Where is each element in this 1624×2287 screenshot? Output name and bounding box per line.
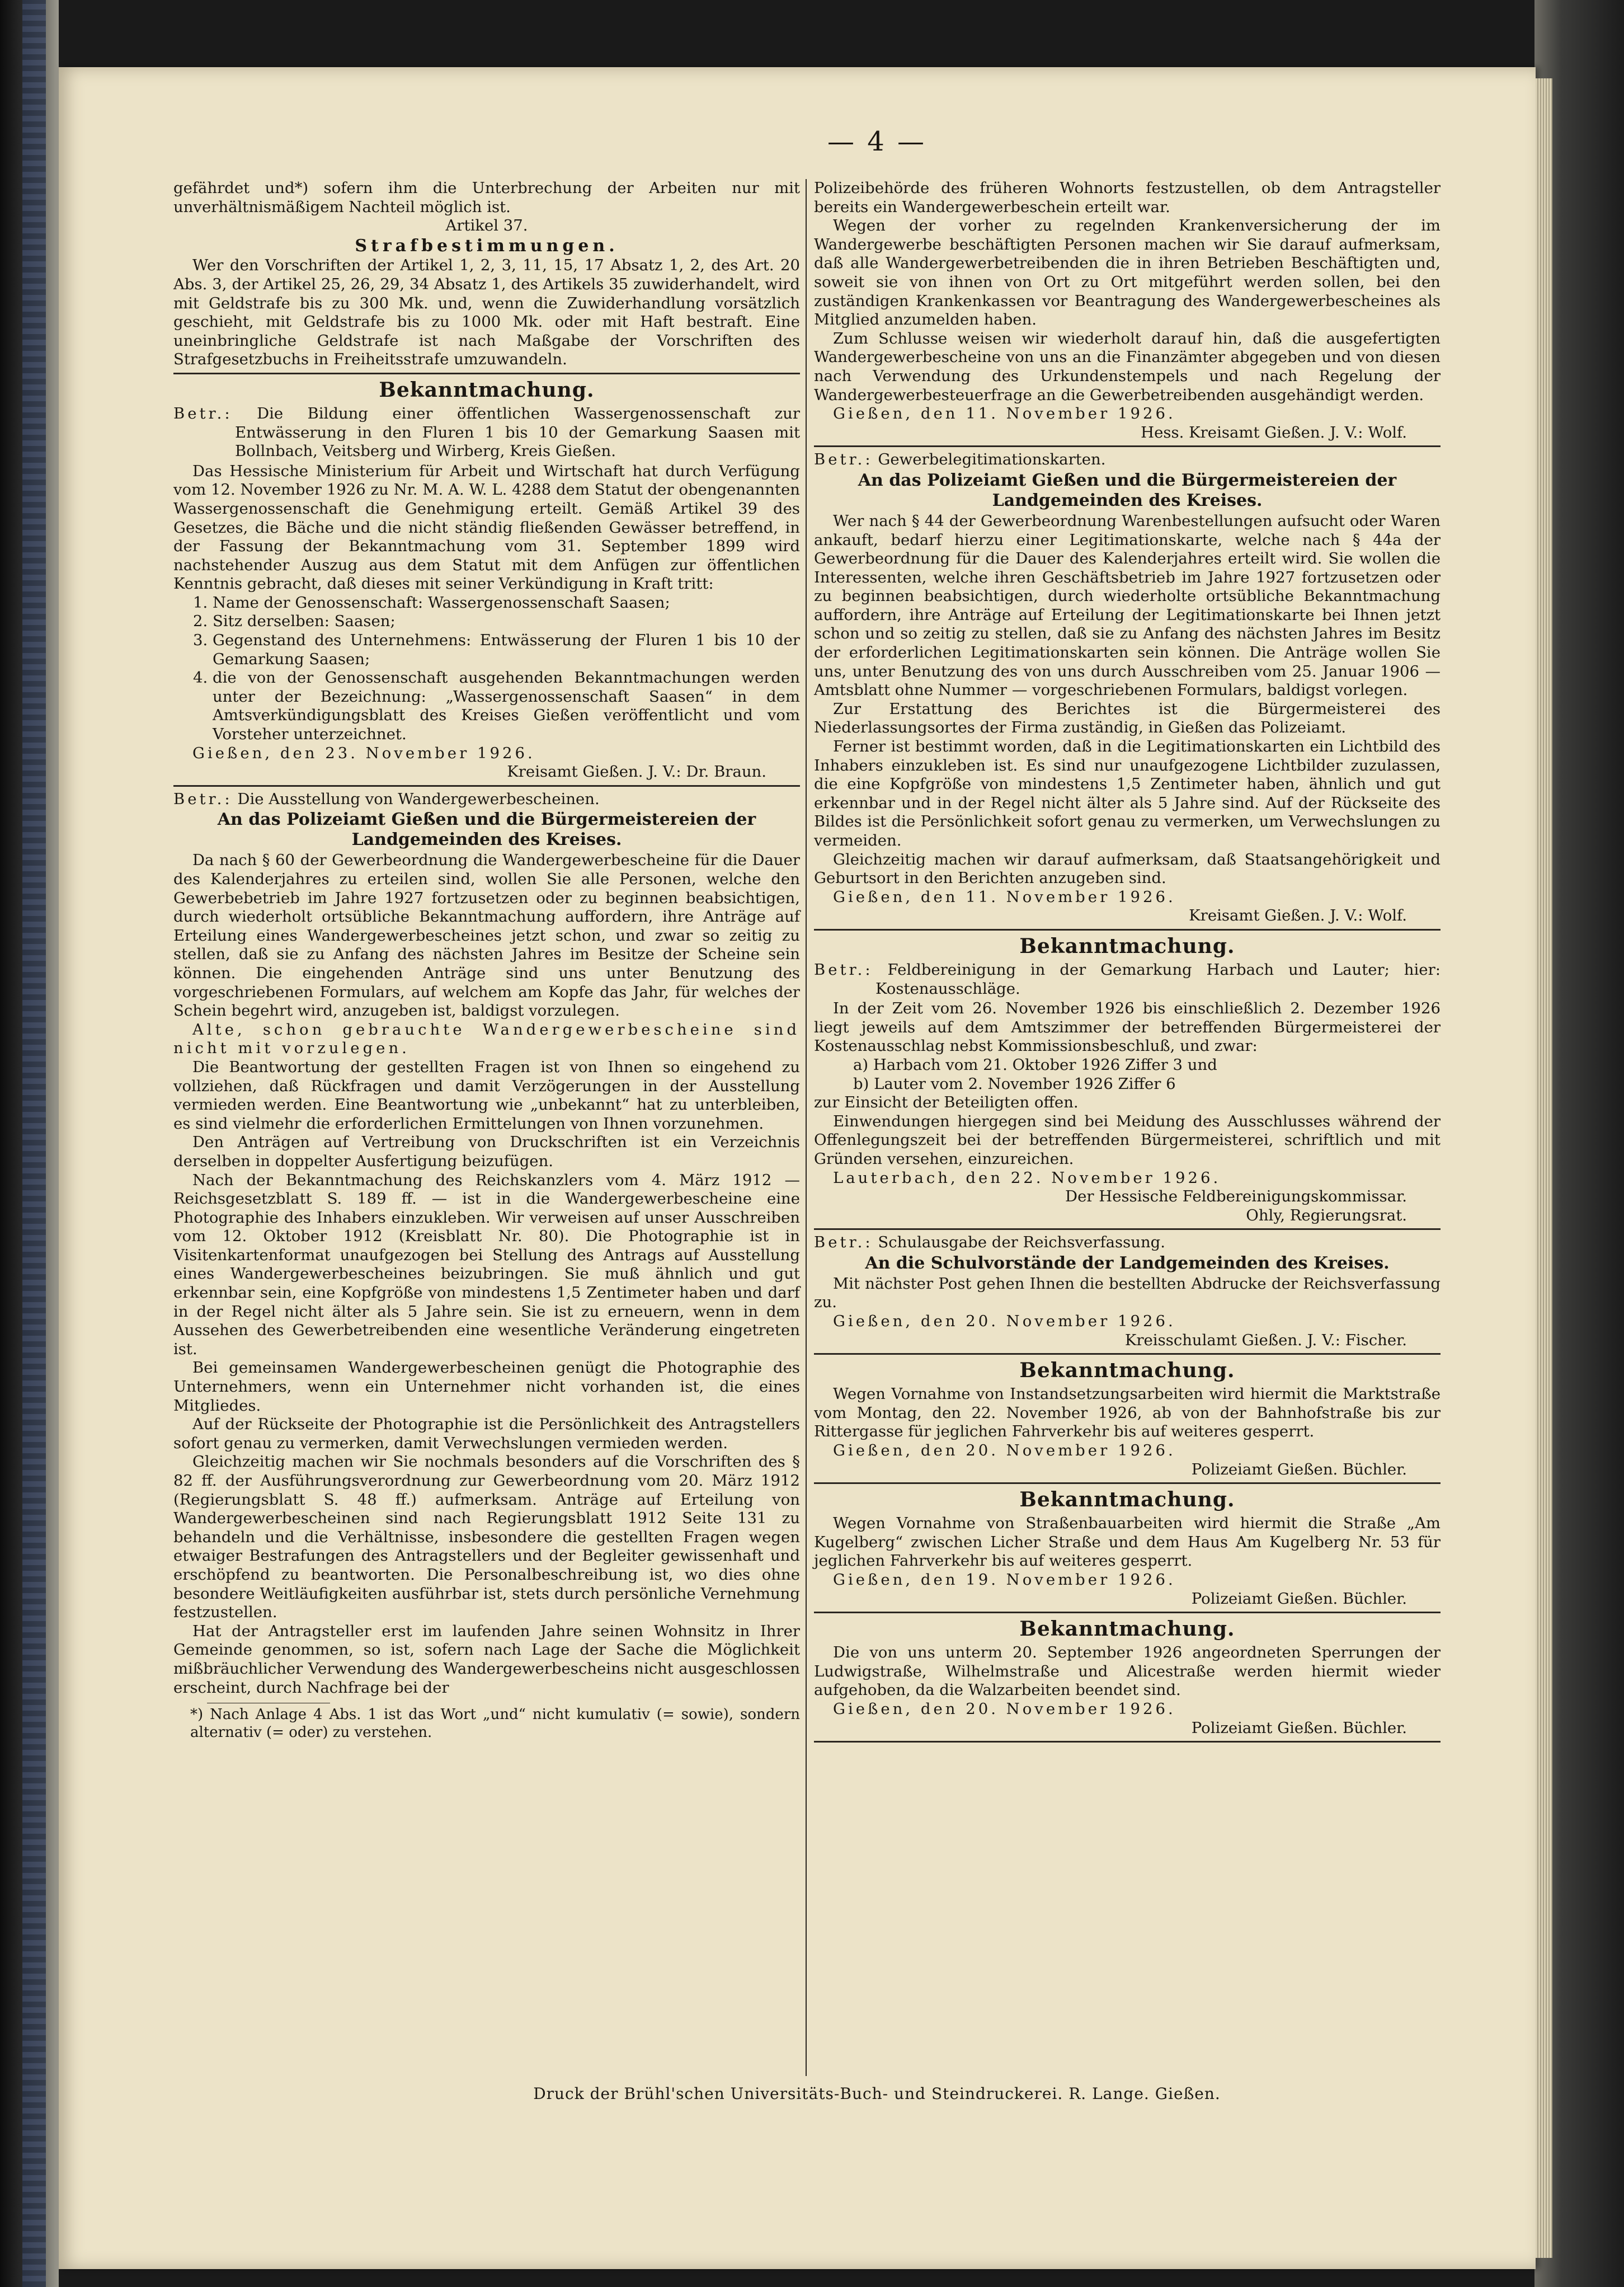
notice3-betr-label: Betr.: [814,450,873,469]
notice3-paragraph: Wer nach § 44 der Gewerbeordnung Warenbestellungen aufsucht oder Waren ankauft, bedarf hierzu einer Legitimationskarte, welche nach § 44a der Gewerbeordnung für die Dauer des Kalenderjahres erteilt wird. Sie wollen die Interessenten, welche ihren Geschäftsbetrieb im Jahre 1927 fortzusetzen oder zu beginnen beabsichtigen, durch wiederholte ortsübliche Bekanntmachung auffordern, ihre Anträge auf Erteilung der Legitimationskarte bei Ihnen jetzt schon und so zeitig zu stellen, daß sie zu Anfang des nächsten Jahres im Besitz der erforderlichen Legitimationskarten sein können. Die Anträge wollen Sie uns, unter Benutzung des von uns durch Ausschreiben vom 25. Januar 1906 — Amtsblatt ohne Nummer — vorgeschriebenen Formulars, baldigst vorlegen. [814,511,1441,699]
notice6-heading: Bekanntmachung. [1019,1359,1235,1383]
penalty-heading: Strafbestimmungen. [355,236,619,256]
notice2-paragraph: Die Beantwortung der gestellten Fragen ist von Ihnen so eingehend zu vollziehen, daß Rückfragen und damit Verzögerungen in der Ausstellung vermieden werden. Eine Beantwortung wie „unbekannt“ hat zu unterbleiben, es sind vielmehr die erforderlichen Ermittelungen von Ihnen vorzunehmen. [173,1058,800,1133]
intro-text: gefährdet und*) sofern ihm die Unterbrechung der Arbeiten nur mit unverhältnismäßigem Nachteil möglich ist. [173,179,800,216]
section-rule [173,785,800,787]
notice4-item-b: b) Lauter vom 2. November 1926 Ziffer 6 [853,1074,1176,1093]
notice7-signature: Polizeiamt Gießen. Büchler. [1191,1589,1407,1608]
notice7-paragraph: Wegen Vornahme von Straßenbauarbeiten wird hiermit die Straße „Am Kugelberg“ zwischen Licher Straße und dem Haus Am Kugelberg Nr. 53 für jeglichen Fahrverkehr bis auf weiteres gesperrt. [814,1514,1441,1570]
notice8-paragraph: Die von uns unterm 20. September 1926 angeordneten Sperrungen der Ludwigstraße, Wilhelmstraße und Alicestraße werden hiermit wieder aufgehoben, da die Walzarbeiten beendet sind. [814,1643,1441,1699]
page-number: — 4 — [827,126,927,157]
notice4-signature-office: Der Hessische Feldbereinigungskommissar. [1065,1187,1407,1206]
section-rule [814,1228,1441,1230]
section-rule [173,373,800,374]
notice5-signature: Kreisschulamt Gießen. J. V.: Fischer. [1124,1331,1407,1349]
notice2-paragraph: Den Anträgen auf Vertreibung von Druckschriften ist ein Verzeichnis derselben in doppelter Ausfertigung beizufügen. [173,1133,800,1170]
notice3-date: Gießen, den 11. November 1926. [833,887,1176,906]
notice5-betr-label: Betr.: [814,1233,873,1252]
notice2-paragraph: Auf der Rückseite der Photographie ist die Persönlichkeit des Antragstellers sofort genau zu vermerken, damit Verwechslungen vermieden werden. [173,1415,800,1452]
notice4-date: Lauterbach, den 22. November 1926. [833,1168,1221,1187]
list-item: 4. die von der Genossenschaft ausgehenden Bekanntmachungen werden unter der Bezeichnung: „Wassergenossenschaft Saasen“ in dem Amtsverkündigungsblatt des Kreises Gießen veröffentlicht und vom Vorsteher unterzeichnet. [213,669,800,744]
continued-text: Polizeibehörde des früheren Wohnorts festzustellen, ob dem Antragsteller bereits ein Wandergewerbeschein erteilt war. [814,179,1441,216]
notice1-betr-text: Die Bildung einer öffentlichen Wassergenossenschaft zur Entwässerung in den Fluren 1 bis 10 der Gemarkung Saasen mit Bollnbach, Veitsberg und Wirberg, Kreis Gießen. [235,404,800,461]
notice2-heading: An das Polizeiamt Gießen und die Bürgermeistereien der Landgemeinden des Kreises. [217,810,756,850]
notice3-paragraph: Ferner ist bestimmt worden, daß in die Legitimationskarten ein Lichtbild des Inhabers einzukleben ist. Es sind nur unaufgezogene Lichtbilder zuzulassen, die eine Kopfgröße von mindestens 1,5 Zentimeter haben, ähnlich und gut erkennbar und in der Regel nicht älter als 5 Jahre sind. Auf der Rückseite des Bildes ist die Persönlichkeit sofort genau zu vermerken, um Verwechslungen zu vermeiden. [814,738,1441,849]
notice2-paragraph: Gleichzeitig machen wir Sie nochmals besonders auf die Vorschriften des § 82 ff. der Ausführungsverordnung zur Gewerbeordnung vom 20. März 1912 (Regierungsblatt S. 48 ff.) aufmerksam. Anträge auf Erteilung von Wandergewerbescheinen sind nach Regierungsblatt 1912 Seite 131 zu behandeln und die Verhältnisse, insbesondere die gestellten Fragen wegen etwaiger Bestrafungen des Antragstellers und der Begleiter gewissenhaft und erschöpfend zu beantworten. Die Personalbeschreibung ist, wo dies ohne besondere Weitläufigkeiten ausführbar ist, stets durch persönliche Vernehmung festzustellen. [173,1453,800,1622]
notice2-paragraph: Nach der Bekanntmachung des Reichskanzlers vom 4. März 1912 — Reichsgesetzblatt S. 189 ff. — ist in die Wandergewerbescheine eine Photographie des Inhabers einzukleben. Wir verweisen auf unser Ausschreiben vom 12. Oktober 1912 (Kreisblatt Nr. 80). Die Photographie ist in Visitenkartenformat unaufgezogen bei Stellung des Antrags auf Ausstellung eines Wandergewerbescheines beizubringen. Sie muß ähnlich und gut erkennbar sein, eine Kopfgröße von mindestens 1,5 Zentimeter haben und darf in der Regel nicht älter als 5 Jahre sein. Sie ist zu erneuern, wenn in dem Aussehen des Gewerbetreibenden eine wesentliche Veränderung eingetreten ist. [173,1171,800,1358]
notice1-signature: Kreisamt Gießen. J. V.: Dr. Braun. [507,763,766,781]
notice1-heading: Bekanntmachung. [379,378,595,402]
notice4-betr-text: Feldbereinigung in der Gemarkung Harbach und Lauter; hier: Kostenausschläge. [875,960,1441,998]
notice8-signature: Polizeiamt Gießen. Büchler. [1191,1718,1407,1737]
notice1-subject [173,405,800,461]
continued-text: Wegen der vorher zu regelnden Krankenversicherung der im Wandergewerbe beschäftigten Personen machen wir Sie darauf aufmerksam, daß alle Wandergewerbetreibenden die in ihren Betrieben Beschäftigten und, soweit sie von ihnen von Ort zu Ort mitgeführt werden sollen, bei den zuständigen Krankenkassen vor Beantragung des Wandergewerbescheines als Mitglied anzumelden haben. [814,217,1441,329]
notice4-paragraph: Einwendungen hiergegen sind bei Meidung des Ausschlusses während der Offenlegungszeit bei der betreffenden Bürgermeisterei, schriftlich und mit Gründen versehen, einzureichen. [814,1112,1441,1168]
notice3-paragraph: Gleichzeitig machen wir darauf aufmerksam, daß Staatsangehörigkeit und Geburtsort in den Berichten anzugeben sind. [814,850,1441,887]
notice7-date: Gießen, den 19. November 1926. [833,1571,1176,1589]
section-rule [814,1741,1441,1743]
notice4-subject [814,961,1441,998]
notice6-date: Gießen, den 20. November 1926. [833,1441,1176,1460]
notice2-betr-text: Die Ausstellung von Wandergewerbescheinen. [237,790,600,808]
notice3-heading: An das Polizeiamt Gießen und die Bürgermeistereien der Landgemeinden des Kreises. [858,470,1397,510]
column-divider [806,179,807,2076]
notice8-heading: Bekanntmachung. [1019,1617,1235,1641]
notice3-betr-text: Gewerbelegitimationskarten. [878,450,1106,469]
printer-imprint: Druck der Brühl'schen Universitäts-Buch- und Steindruckerei. R. Lange. Gießen. [533,2084,1221,2103]
notice4-paragraph: zur Einsicht der Beteiligten offen. [814,1093,1079,1112]
list-item: 3. Gegenstand des Unternehmens: Entwässerung der Fluren 1 bis 10 der Gemarkung Saasen; [213,631,800,669]
continued-text: Zum Schlusse weisen wir wiederholt darauf hin, daß die ausgefertigten Wandergewerbescheine von uns an die Finanzämter abgegeben und von diesen nach Verwendung des Urkundenstempels und nach Regelung der Wandergewerbesteuerfrage an die Gewerbetreibenden ausgehändigt werden. [814,329,1441,404]
list-item: 1. Name der Genossenschaft: Wassergenossenschaft Saasen; [213,594,800,613]
section-rule [814,1482,1441,1484]
section-rule [814,445,1441,447]
notice2-betr-label: Betr.: [173,790,233,808]
section-rule [814,1612,1441,1613]
section-rule [814,1353,1441,1355]
notice2-paragraph: Alte, schon gebrauchte Wandergewerbescheine sind nicht mit vorzulegen. [173,1020,800,1058]
left-column [173,179,800,1741]
notice6-paragraph: Wegen Vornahme von Instandsetzungsarbeiten wird hiermit die Marktstraße vom Montag, den 22. November 1926, ab von der Bahnhofstraße bis zur Rittergasse für jeglichen Fahrverkehr bis auf weiteres gesperrt. [814,1385,1441,1441]
continued-date: Gießen, den 11. November 1926. [833,405,1176,423]
spine-cloth [22,0,46,2287]
notice1-body: Das Hessische Ministerium für Arbeit und Wirtschaft hat durch Verfügung vom 12. November 1926 zu Nr. M. A. W. L. 4288 dem Statut der obengenannten Wassergenossenschaft die Genehmigung erteilt. Gemäß Artikel 39 des Gesetzes, die Bäche und die nicht ständig fließenden Gewässer betreffend, in der Fassung der Bekanntmachung vom 31. September 1899 wird nachstehender Auszug aus dem Statut mit dem Anfügen zur öffentlichen Kenntnis gebracht, daß dieses mit seiner Verkündigung in Kraft tritt: [173,462,800,593]
footnote: *) Nach Anlage 4 Abs. 1 ist das Wort „und“ nicht kumulativ (= sowie), sondern alternativ (= oder) zu verstehen. [190,1706,800,1741]
notice3-signature: Kreisamt Gießen. J. V.: Wolf. [1189,907,1407,925]
right-column [814,179,1441,1746]
notice5-date: Gießen, den 20. November 1926. [833,1312,1176,1331]
notice1-betr-label: Betr.: [173,404,233,422]
notice7-heading: Bekanntmachung. [1019,1488,1235,1512]
notice5-paragraph: Mit nächster Post gehen Ihnen die bestellten Abdrucke der Reichsverfassung zu. [814,1274,1441,1312]
notice3-paragraph: Zur Erstattung des Berichtes ist die Bürgermeisterei des Niederlassungsortes der Firma zuständig, in Gießen das Polizeiamt. [814,699,1441,737]
notice2-paragraph: Da nach § 60 der Gewerbeordnung die Wandergewerbescheine für die Dauer des Kalenderjahres zu erteilen sind, wollen Sie alle Personen, welche den Gewerbebetrieb im Jahre 1927 fortzusetzen oder zu beginnen beabsichtigen, durch wiederholt ortsübliche Bekanntmachung auffordern, ihre Anträge auf Erteilung eines Wandergewerbescheines jetzt schon, und zwar so zeitig zu stellen, daß sie zu Anfang des nächsten Jahres im Besitze der Scheine sein können. Die eingehenden Anträge sind uns unter Benutzung des vorgeschriebenen Formulars, auf welchem am Kopfe das Jahr, für welches der Schein begehrt wird, anzugeben ist, baldigst vorzulegen. [173,851,800,1020]
notice2-paragraph: Bei gemeinsamen Wandergewerbescheinen genügt die Photographie des Unternehmers, wenn ein Unternehmer nicht vorhanden ist, die eines Mitgliedes. [173,1359,800,1415]
notice4-item-a: a) Harbach vom 21. Oktober 1926 Ziffer 3 und [853,1055,1217,1074]
notice8-date: Gießen, den 20. November 1926. [833,1699,1176,1718]
notice4-paragraph: In der Zeit vom 26. November 1926 bis einschließlich 2. Dezember 1926 liegt jeweils auf dem Amtszimmer der betreffenden Bürgermeisterei der Kostenausschlag nebst Kommissionsbeschluß, und zwar: [814,999,1441,1055]
notice2-paragraph: Hat der Antragsteller erst im laufenden Jahre seinen Wohnsitz in Ihrer Gemeinde genommen, so ist, sofern nach Lage der Sache die Möglichkeit mißbräuchlicher Verwendung des Wandergewerbescheins nicht ausgeschlossen erscheint, durch Nachfrage bei der [173,1622,800,1697]
notice3-subject [814,450,1441,469]
notice4-signature-name: Ohly, Regierungsrat. [1246,1206,1407,1224]
notice2-subject [173,790,800,809]
notice1-list [173,594,800,744]
notice6-signature: Polizeiamt Gießen. Büchler. [1191,1460,1407,1478]
notice4-heading: Bekanntmachung. [1019,934,1235,958]
notice5-betr-text: Schulausgabe der Reichsverfassung. [878,1233,1166,1252]
section-rule [814,929,1441,931]
notice4-betr-label: Betr.: [814,960,873,979]
article-number: Artikel 37. [445,217,528,235]
text-area [173,126,1580,2103]
notice1-date: Gießen, den 23. November 1926. [192,744,535,762]
continued-signature: Hess. Kreisamt Gießen. J. V.: Wolf. [1141,423,1407,442]
notice5-subject [814,1233,1441,1252]
notice5-heading: An die Schulvorstände der Landgemeinden des Kreises. [865,1253,1390,1273]
penalty-text: Wer den Vorschriften der Artikel 1, 2, 3, 11, 15, 17 Absatz 1, 2, des Art. 20 Abs. 3, der Artikel 25, 26, 29, 34 Absatz 1, des Artikels 35 zuwiderhandelt, wird mit Geldstrafe bis zu 300 Mk. und, wenn die Zuwiderhandlung vorsätzlich geschieht, mit Geldstrafe bis zu 1000 Mk. oder mit Haft bestraft. Eine uneinbringliche Geldstrafe ist nach Maßgabe der Vorschriften des Strafgesetzbuchs in Freiheitsstrafe umzuwandeln. [173,256,800,369]
list-item: 2. Sitz derselben: Saasen; [213,612,800,631]
